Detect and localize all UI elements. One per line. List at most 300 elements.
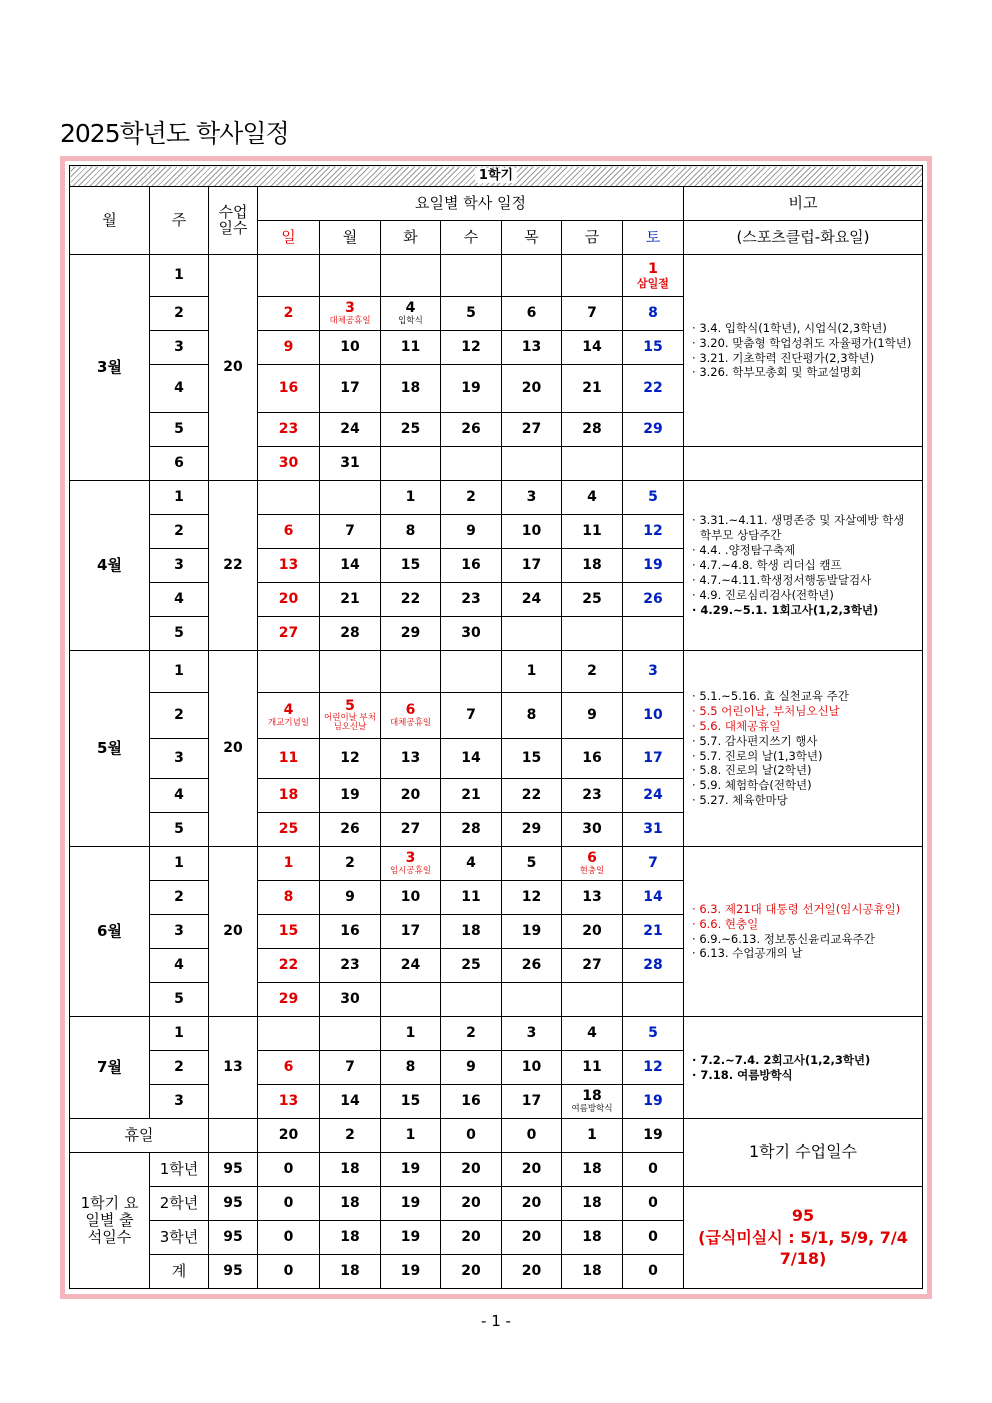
day-number: 24 (521, 591, 542, 608)
day-number: 26 (521, 957, 542, 974)
day-number: 7 (648, 855, 658, 872)
day-number: 30 (461, 625, 481, 642)
bullet: · (692, 763, 700, 778)
day-number: 2 (466, 1025, 476, 1042)
day-number: 21 (582, 380, 602, 397)
semester-label: 1학기 (475, 168, 517, 183)
day-cell (320, 693, 381, 739)
day-number: 9 (466, 523, 476, 540)
day-cell (562, 693, 623, 739)
day-cell (320, 413, 381, 447)
day-number: 19 (340, 787, 360, 804)
day-number: 5 (648, 489, 658, 506)
day-number: 18 (582, 557, 602, 574)
grade-days: 95 (209, 1153, 258, 1187)
month-label: 6월 (70, 847, 150, 1017)
day-number: 6 (283, 523, 294, 540)
day-number: 22 (521, 787, 542, 804)
bullet: · (692, 543, 700, 558)
grade-label: 2학년 (150, 1187, 209, 1221)
remark-item (692, 689, 916, 704)
day-cell (441, 1085, 502, 1119)
remark-text: 6.3. 제21대 대통령 선거일(임시공휴일) (699, 901, 901, 916)
day-cell (441, 481, 502, 515)
week-number: 1 (150, 847, 209, 881)
day-cell (502, 949, 562, 983)
day-number: 25 (461, 957, 481, 974)
day-cell (623, 617, 684, 651)
day-cell (502, 847, 562, 881)
week-number: 2 (150, 1051, 209, 1085)
day-cell (381, 447, 441, 481)
bullet: · (692, 350, 700, 365)
day-cell (320, 617, 381, 651)
day-cell (381, 983, 441, 1017)
day-cell (381, 915, 441, 949)
day-cell (441, 617, 502, 651)
attendance-count: 18 (320, 1255, 381, 1289)
day-number: 18 (400, 380, 421, 397)
day-cell (320, 847, 381, 881)
day-cell (381, 515, 441, 549)
day-number: 15 (521, 750, 542, 767)
day-cell (502, 583, 562, 617)
day-cell (320, 583, 381, 617)
week-number: 1 (150, 255, 209, 297)
weekday-header: 수 (441, 221, 502, 255)
day-cell (258, 617, 320, 651)
day-cell (562, 549, 623, 583)
day-cell (623, 881, 684, 915)
grade-label: 계 (150, 1255, 209, 1289)
day-cell (623, 1085, 684, 1119)
day-number: 1 (526, 663, 537, 680)
day-number: 20 (400, 787, 421, 804)
day-number: 7 (345, 523, 355, 540)
attendance-count: 18 (320, 1153, 381, 1187)
week-number: 1 (150, 481, 209, 515)
day-cell (441, 583, 502, 617)
attendance-count: 18 (562, 1255, 623, 1289)
remarks-subheader: (스포츠클럽-화요일) (684, 221, 923, 255)
day-number: 30 (582, 821, 602, 838)
day-event: 입학식 (398, 315, 423, 326)
day-cell (502, 779, 562, 813)
bullet: · (692, 558, 700, 573)
day-cell (562, 365, 623, 413)
day-number: 5 (526, 855, 537, 872)
remark-item (692, 946, 916, 961)
day-cell (441, 739, 502, 779)
day-number: 25 (582, 591, 602, 608)
day-cell (623, 1051, 684, 1085)
remark-item (692, 513, 916, 528)
day-cell (502, 365, 562, 413)
day-number: 15 (643, 339, 663, 356)
day-number: 9 (466, 1059, 476, 1076)
day-number: 22 (643, 380, 663, 397)
day-cell (562, 1051, 623, 1085)
day-cell (502, 515, 562, 549)
day-cell (441, 1051, 502, 1085)
attendance-count: 0 (623, 1255, 684, 1289)
day-number: 3 (526, 489, 537, 506)
bullet: · (692, 916, 700, 931)
day-number: 27 (521, 421, 542, 438)
remark-text: 5.1.~5.16. 효 실천교육 주간 (699, 688, 849, 703)
week-number: 2 (150, 297, 209, 331)
day-cell (320, 447, 381, 481)
attendance-count: 20 (502, 1187, 562, 1221)
remark-item (692, 1068, 916, 1083)
day-number: 3 (648, 663, 658, 680)
day-cell (381, 813, 441, 847)
day-number: 9 (345, 889, 355, 906)
weekday-header: 목 (502, 221, 562, 255)
day-number: 26 (461, 421, 481, 438)
holiday-count: 1 (381, 1119, 441, 1153)
day-cell (623, 365, 684, 413)
day-cell (441, 813, 502, 847)
day-cell (623, 693, 684, 739)
day-cell (258, 331, 320, 365)
day-number: 19 (643, 1093, 663, 1110)
remark-text: 7.18. 여름방학식 (700, 1067, 793, 1082)
day-number: 16 (461, 1093, 481, 1110)
day-cell (258, 813, 320, 847)
day-cell (562, 447, 623, 481)
day-cell (502, 651, 562, 693)
week-number: 2 (150, 515, 209, 549)
day-number: 28 (582, 421, 602, 438)
day-number: 2 (345, 855, 355, 872)
bullet: · (692, 1052, 701, 1067)
attendance-count: 0 (258, 1187, 320, 1221)
day-cell (502, 1085, 562, 1119)
day-number: 12 (643, 523, 663, 540)
day-cell (623, 447, 684, 481)
day-cell (441, 331, 502, 365)
day-cell (562, 739, 623, 779)
day-number: 13 (278, 1093, 299, 1110)
attendance-count: 19 (381, 1255, 441, 1289)
day-cell (258, 779, 320, 813)
holiday-count: 2 (320, 1119, 381, 1153)
day-number: 17 (521, 557, 542, 574)
day-number: 26 (643, 591, 663, 608)
day-cell (320, 739, 381, 779)
day-cell (623, 1017, 684, 1051)
week-number: 4 (150, 365, 209, 413)
day-number: 14 (461, 750, 481, 767)
month-header: 월 (70, 187, 150, 255)
day-cell (320, 1051, 381, 1085)
day-cell (381, 779, 441, 813)
summary-title: 1학기 수업일수 (684, 1119, 923, 1187)
day-cell (562, 847, 623, 881)
day-cell (623, 583, 684, 617)
day-number: 1 (648, 260, 658, 277)
day-number: 18 (278, 787, 299, 804)
day-cell (258, 881, 320, 915)
day-number: 7 (587, 305, 597, 322)
day-cell (381, 1051, 441, 1085)
class-days-header: 수업일수 (209, 187, 258, 255)
week-number: 2 (150, 881, 209, 915)
day-number: 5 (648, 1025, 658, 1042)
summary-value: 95 (791, 1206, 815, 1226)
day-cell (502, 297, 562, 331)
day-number: 14 (643, 889, 663, 906)
attendance-count: 20 (441, 1221, 502, 1255)
grade-days: 95 (209, 1221, 258, 1255)
day-cell (381, 297, 441, 331)
day-number: 10 (400, 889, 421, 906)
day-cell (502, 1017, 562, 1051)
weekday-header: 일 (258, 221, 320, 255)
attendance-count: 20 (441, 1187, 502, 1221)
day-cell (320, 1017, 381, 1051)
day-number: 12 (461, 339, 481, 356)
holiday-count: 20 (258, 1119, 320, 1153)
remark-item (692, 917, 916, 932)
attendance-count: 18 (562, 1187, 623, 1221)
day-number: 5 (466, 305, 476, 322)
bullet: · (692, 572, 700, 587)
day-number: 6 (526, 305, 537, 322)
holiday-count: 19 (623, 1119, 684, 1153)
day-cell (258, 365, 320, 413)
day-cell (502, 331, 562, 365)
day-cell (623, 915, 684, 949)
day-cell (502, 915, 562, 949)
month-label: 7월 (70, 1017, 150, 1119)
remark-item (692, 778, 916, 793)
day-cell (381, 881, 441, 915)
day-number: 5 (345, 697, 355, 714)
day-cell (441, 983, 502, 1017)
day-number: 22 (278, 957, 299, 974)
weekday-header: 금 (562, 221, 623, 255)
remarks-cell (684, 255, 923, 447)
attendance-count: 18 (562, 1221, 623, 1255)
day-cell (258, 1051, 320, 1085)
attendance-count: 0 (623, 1153, 684, 1187)
weekday-header: 화 (381, 221, 441, 255)
day-cell (381, 365, 441, 413)
day-number: 4 (466, 855, 476, 872)
day-cell (562, 651, 623, 693)
day-cell (320, 255, 381, 297)
day-number: 12 (643, 1059, 663, 1076)
day-number: 2 (587, 663, 597, 680)
week-number: 3 (150, 331, 209, 365)
day-number: 10 (521, 1059, 542, 1076)
week-number: 3 (150, 549, 209, 583)
day-cell (258, 949, 320, 983)
week-number: 3 (150, 915, 209, 949)
bullet: · (692, 946, 700, 961)
day-number: 22 (400, 591, 421, 608)
day-cell (441, 779, 502, 813)
bullet: · (692, 931, 700, 946)
day-cell (441, 297, 502, 331)
day-cell (502, 255, 562, 297)
remark-text: 4.29.~5.1. 1회고사(1,2,3학년) (700, 602, 879, 617)
day-cell (258, 255, 320, 297)
day-number: 8 (526, 707, 537, 724)
day-cell (623, 983, 684, 1017)
semester-header (70, 166, 923, 187)
month-label: 3월 (70, 255, 150, 481)
page-number: - 1 - (481, 1312, 511, 1330)
holidays-empty (209, 1119, 258, 1153)
day-cell (562, 915, 623, 949)
day-cell (381, 413, 441, 447)
day-cell (258, 1085, 320, 1119)
remarks-cell (684, 481, 923, 651)
week-number: 5 (150, 617, 209, 651)
attendance-count: 20 (502, 1153, 562, 1187)
day-number: 26 (340, 821, 360, 838)
day-number: 17 (521, 1093, 542, 1110)
day-cell (320, 297, 381, 331)
attendance-count: 18 (320, 1187, 381, 1221)
day-cell (381, 255, 441, 297)
day-cell (320, 915, 381, 949)
day-number: 23 (278, 421, 299, 438)
attendance-count: 18 (320, 1221, 381, 1255)
day-cell (381, 481, 441, 515)
day-number: 27 (278, 625, 299, 642)
attendance-count: 18 (562, 1153, 623, 1187)
weekday-header: 토 (623, 221, 684, 255)
remark-text: 5.9. 체험학습(전학년) (699, 778, 812, 793)
day-number: 11 (278, 750, 299, 767)
day-cell (502, 813, 562, 847)
bullet: · (692, 688, 700, 703)
day-cell (623, 331, 684, 365)
remark-text: 3.20. 맞춤형 학업성취도 자율평가(1학년) (699, 335, 912, 350)
day-cell (381, 847, 441, 881)
day-number: 2 (466, 489, 476, 506)
remark-text: 3.4. 입학식(1학년), 시업식(2,3학년) (699, 320, 887, 335)
remarks-header: 비고 (684, 187, 923, 221)
day-cell (441, 881, 502, 915)
day-number: 30 (278, 455, 299, 472)
day-number: 13 (582, 889, 602, 906)
remark-text: 5.6. 대체공휴일 (699, 718, 781, 733)
day-cell (381, 651, 441, 693)
day-number: 28 (461, 821, 481, 838)
day-cell (562, 413, 623, 447)
attendance-count: 0 (258, 1153, 320, 1187)
class-days: 20 (209, 651, 258, 847)
holiday-count: 0 (502, 1119, 562, 1153)
day-number: 23 (461, 591, 481, 608)
remark-item (692, 603, 916, 618)
day-cell (441, 447, 502, 481)
day-cell (441, 1017, 502, 1051)
bullet: · (692, 335, 700, 350)
attendance-count: 0 (623, 1187, 684, 1221)
day-number: 27 (400, 821, 421, 838)
day-cell (441, 413, 502, 447)
remark-item (692, 573, 916, 588)
remark-text: 4.9. 진로심리검사(전학년) (699, 587, 834, 602)
week-number: 5 (150, 813, 209, 847)
grade-label: 3학년 (150, 1221, 209, 1255)
day-number: 28 (643, 957, 663, 974)
day-cell (441, 365, 502, 413)
day-cell (320, 549, 381, 583)
holiday-count: 1 (562, 1119, 623, 1153)
attendance-count: 19 (381, 1153, 441, 1187)
remarks-empty (684, 447, 923, 481)
day-cell (562, 617, 623, 651)
bullet: · (692, 703, 700, 718)
bullet: · (692, 793, 700, 808)
day-cell (320, 365, 381, 413)
day-number: 20 (278, 591, 299, 608)
day-number: 8 (405, 523, 416, 540)
week-number: 1 (150, 651, 209, 693)
day-number: 15 (400, 1093, 421, 1110)
class-days: 20 (209, 255, 258, 481)
remark-text: 5.5 어린이날, 부처님오신날 (699, 703, 840, 718)
bullet: · (692, 778, 700, 793)
week-number: 5 (150, 413, 209, 447)
day-number: 1 (405, 489, 416, 506)
day-number: 9 (283, 339, 294, 356)
day-number: 4 (587, 489, 597, 506)
remark-text: 5.8. 진로의 날(2학년) (699, 763, 812, 778)
day-cell (258, 847, 320, 881)
day-cell (562, 949, 623, 983)
day-number: 23 (582, 787, 602, 804)
remark-text: 학부모 상담주간 (700, 528, 782, 543)
day-cell (258, 481, 320, 515)
bullet: · (692, 513, 700, 528)
remark-item (692, 763, 916, 778)
day-number: 10 (340, 339, 360, 356)
day-cell (562, 481, 623, 515)
schedule-by-day-header: 요일별 학사 일정 (258, 187, 684, 221)
day-number: 29 (643, 421, 663, 438)
day-number: 30 (340, 991, 360, 1008)
day-number: 3 (405, 850, 416, 867)
class-days: 20 (209, 847, 258, 1017)
day-number: 24 (643, 787, 663, 804)
day-cell (381, 549, 441, 583)
remark-item (692, 749, 916, 764)
day-cell (320, 331, 381, 365)
remark-text: 4.7.~4.11.학생정서행동발달검사 (699, 572, 872, 587)
day-cell (441, 915, 502, 949)
day-cell (562, 297, 623, 331)
bullet: · (692, 602, 701, 617)
day-event: 삼일절 (637, 276, 669, 290)
day-cell (320, 949, 381, 983)
day-number: 13 (521, 339, 542, 356)
day-number: 9 (587, 707, 597, 724)
day-cell (381, 617, 441, 651)
week-number: 5 (150, 983, 209, 1017)
week-number: 4 (150, 779, 209, 813)
day-number: 16 (340, 923, 360, 940)
day-cell (502, 881, 562, 915)
day-number: 21 (643, 923, 663, 940)
